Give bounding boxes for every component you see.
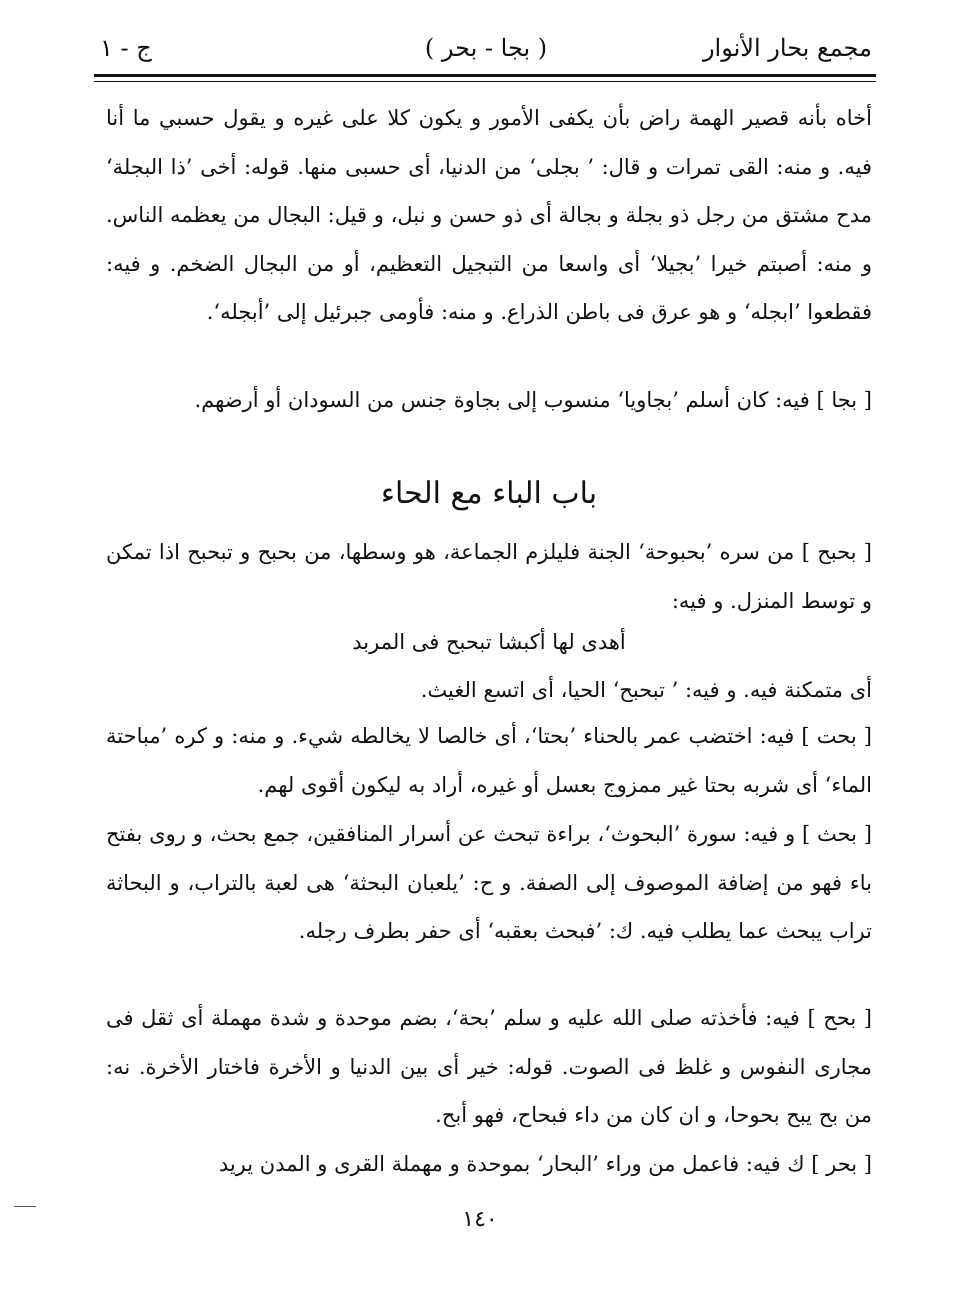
- paragraph-bahbah: [ بحبح ] من سره ’بحبوحة‘ الجنة فليلزم الجماعة، هو وسطها، من بحبح و تبحبح اذا تمكن و توسط المنزل. و فيه:: [106, 540, 872, 613]
- book-title: مجمع بحار الأنوار: [702, 34, 872, 62]
- paragraph-baja: [ بجا ] فيه: كان أسلم ’بجاويا‘ منسوب إلى بجاوة جنس من السودان أو أرضهم.: [194, 388, 872, 412]
- entry-range: ( بجا - بحر ): [424, 34, 548, 62]
- paragraph-bahth: [ بحث ] و فيه: سورة ’البحوث‘، براءة تبحث عن أسرار المنافقين، جمع بحث، و روى بفتح باء فهو من إضافة الموصوف إلى الصفة. و ح: ’يلعبان البحثة‘ هى لعبة بالتراب، و البحاثة تراب يبحث عما يطلب فيه. ك: ’فبحث بعقبه‘ أى حفر بطرف رجله.: [106, 822, 872, 943]
- running-header: [100, 26, 872, 70]
- header-rule-thin: [94, 81, 876, 82]
- paragraph-baht: [ بحت ] فيه: اختضب عمر بالحناء ’بحتا‘، أى خالصا لا يخالطه شيء. و منه: و كره ’مباحتة الماء‘ أى شربه بحتا غير ممزوج بعسل أو غيره، أراد به ليكون أقوى لهم.: [106, 724, 872, 797]
- page-number: ١٤٠: [462, 1207, 498, 1232]
- volume-number: ج - ١: [100, 34, 152, 62]
- paragraph-bahr: [ بحر ] ك فيه: فاعمل من وراء ’البحار‘ بموحدة و مهملة القرى و المدن يريد: [218, 1152, 872, 1176]
- margin-mark: [14, 1206, 36, 1207]
- paragraph-bahbah-cont: أى متمكنة فيه. و فيه: ’ تبحبح‘ الحيا، أى اتسع الغيث.: [420, 678, 872, 702]
- verse-line: أهدى لها أكبشا تبحبح فى المربد: [352, 630, 626, 654]
- header-rule-thick: [94, 74, 876, 77]
- paragraph-bahh: [ بحح ] فيه: فأخذته صلى الله عليه و سلم ’بحة‘، بضم موحدة و شدة مهملة أى ثقل فى مجارى النفوس و غلظ فى الصوت. قوله: خير أى بين الدنيا و الأخرة فاختار الأخرة. نه: من بح يبح بحوحا، و ان كان من داء فبحاح، فهو أبح.: [106, 1006, 872, 1127]
- paragraph-bajal: أخاه بأنه قصير الهمة راض بأن يكفى الأمور و يكون كلا على غيره و يقول حسبي ما أنا فيه. و منه: القى تمرات و قال: ’ بجلى‘ من الدنيا، أى حسبى منها. قوله: أخى ’ذا البجلة‘ مدح مشتق من رجل ذو بجلة و بجالة أى ذو حسن و نبل، و قيل: البجال من يعظمه الناس. و منه: أصبتم خيرا ’بجيلا‘ أى واسعا من التبجيل التعظيم، أو من البجال الضخم. و فيه: فقطعوا ’ابجله‘ و هو عرق فى باطن الذراع. و منه: فأومى جبرئيل إلى ’أبجله‘.: [106, 106, 872, 324]
- section-heading: باب الباء مع الحاء: [380, 476, 598, 511]
